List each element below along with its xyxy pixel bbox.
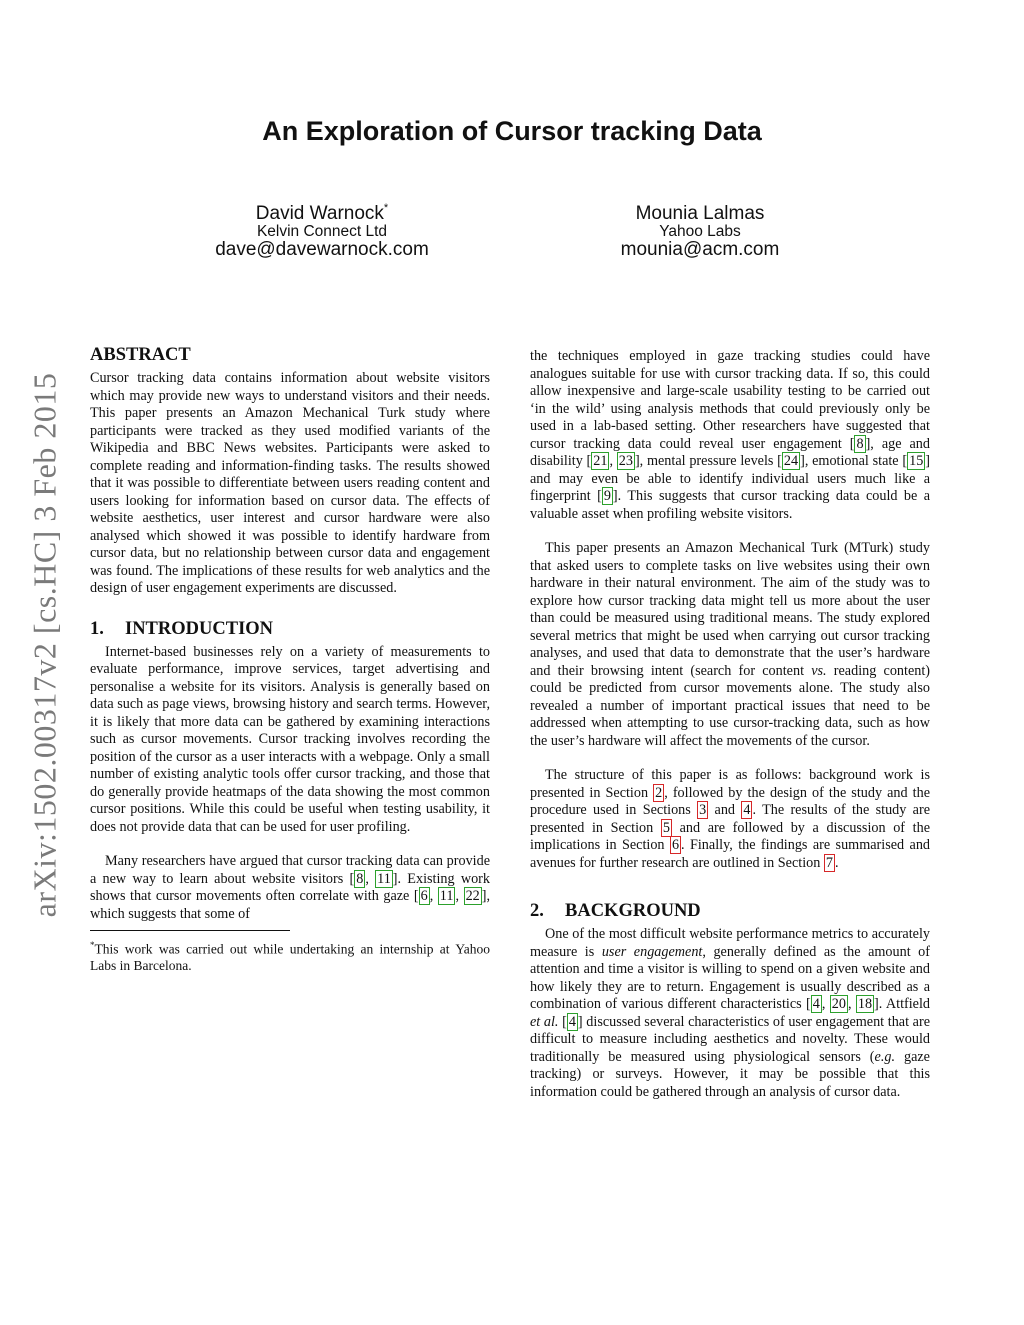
- citation-link[interactable]: 4: [568, 1013, 576, 1030]
- author-name: David Warnock*: [255, 202, 389, 224]
- intro-paragraph-2: Many researchers have argued that cursor tracking data can provide a new way to learn about website visitors [ 8 , 11 ]. Existing work shows that cursor movements often correlate with gaze [ 6 , 11 , 22 ], which suggests that some of: [90, 853, 491, 922]
- footnote: *This work was carried out while undertaking an internship at Yahoo Labs in Barcelona.: [90, 940, 490, 973]
- author-affiliation: Yahoo Labs: [659, 223, 741, 240]
- arxiv-sidebar: [26, 360, 63, 930]
- section-link[interactable]: 6: [671, 837, 680, 853]
- author-email: dave@davewarnock.com: [215, 239, 429, 260]
- paper-title: An Exploration of Cursor tracking Data: [262, 116, 762, 146]
- abstract-text: Cursor tracking data contains information about website visitors which may provide new ways to understand visitors and their needs. This paper presents an Amazon Mechanical Turk study where participants were tracked as they used modified variants of the Wikipedia and BBC News websites. Participants were asked to complete reading and information-finding tasks. The results showed that it was possible to differentiate between users reading content and users looking for information based on cursor data. The effects of website aesthetics, user interest and cursor hardware were also analysed which showed it was possible to identify hardware from cursor data, but no relationship between cursor data and engagement was found. The implications of these results for web analytics and the design of user engagement experiments are discussed.: [90, 370, 490, 596]
- author-block-lalmas: [530, 205, 870, 259]
- intro-paragraph-1: Internet-based businesses rely on a variety of measurements to evaluate performance, improve services, target advertising and personalise a website for its visitors. Analysis is generally based on data such as page views, browsing history and search terms. However, it is likely that more data can be gathered by examining interactions such as cursor movements. Cursor tracking involves recording the position of the cursor as a user interacts with a webpage. Only a small number of existing analytic tools offer cursor tracking, and those that do generally provide heatmaps of the data showing the most common cursor positions. While this could be useful when testing usability, it does not provide data that can be used for user profiling.: [90, 643, 490, 835]
- background-heading: 2. BACKGROUND: [530, 901, 701, 921]
- footnote-divider: [90, 930, 290, 931]
- section-link[interactable]: 2: [655, 784, 663, 801]
- left-column: [90, 344, 490, 974]
- author-name: Mounia Lalmas: [635, 203, 765, 224]
- citation-link[interactable]: 24: [783, 453, 799, 469]
- citation-link[interactable]: 6: [420, 888, 428, 904]
- citation-link[interactable]: 20: [831, 996, 846, 1012]
- intro-heading: 1. INTRODUCTION: [90, 618, 274, 639]
- section-link[interactable]: 3: [699, 802, 707, 818]
- author-affiliation: Kelvin Connect Ltd: [256, 223, 388, 240]
- background-paragraph-1: One of the most difficult website performance metrics to accurately measure is user engagement, generally defined as the amount of attention and time a visitor is willing to spend on a given website and how likely they are to return. Engagement is usually described as a combination of various different characteristics [ 4 , 20 , 18 ]. Attfield et al. [ 4 ] discussed several characteristics of user engagement that are difficult to measure including aesthetics and novelty. These would traditionally be measured using physiological sensors (e.g. gaze tracking) or surveys. However, it may be possible that this information could be gathered through an analysis of cursor data.: [530, 926, 931, 1100]
- citation-link[interactable]: 11: [377, 870, 391, 887]
- citation-link[interactable]: 4: [812, 996, 820, 1012]
- citation-link[interactable]: 23: [618, 453, 633, 469]
- section-link[interactable]: 5: [662, 819, 670, 836]
- citation-link[interactable]: 18: [857, 996, 873, 1012]
- citation-link[interactable]: 21: [593, 453, 608, 469]
- right-column: [530, 348, 930, 1101]
- citation-link[interactable]: 9: [603, 488, 611, 504]
- author-email: mounia@acm.com: [620, 239, 780, 260]
- intro-paragraph-4: This paper presents an Amazon Mechanical Turk (MTurk) study that asked users to complete tasks on live websites using their own hardware in their natural environment. The aim of the study was to explore how cursor tracking data might tell us more about the user than could be measured using traditional means. The study explored several metrics that might be used when carrying out cursor tracking analyses, and used that data to demonstrate that the user’s hardware and their browsing intent (search for content vs. reading content) could be predicted from cursor movements alone. The study also revealed a number of important practical issues that need to be addressed when attempting to use cursor-tracking data, such as how the user’s hardware will affect the movements of the cursor.: [530, 540, 931, 749]
- citation-link[interactable]: 22: [465, 888, 480, 904]
- author-block-warnock: [152, 202, 492, 260]
- abstract-heading: ABSTRACT: [90, 345, 191, 365]
- section-link[interactable]: 7: [825, 854, 833, 871]
- footnote-mark: *: [383, 202, 389, 214]
- intro-paragraph-3: the techniques employed in gaze tracking studies could have analogues suitable for use with cursor tracking data. If so, this could allow inexpensive and large-scale usability testing to be carried out ‘in the wild’ using analysis methods that could previously only be used in a lab-based setting. Other researchers have suggested that cursor tracking data could reveal user engagement [ 8 ], age and disability [ 21 , 23 ], mental pressure levels [ 24 ], emotional state [ 15 ] and may even be able to identify individual users much like a fingerprint [ 9 ]. This suggests that cursor tracking data could be a valuable asset when profiling website visitors.: [530, 348, 931, 522]
- citation-link[interactable]: 8: [356, 870, 364, 887]
- arxiv-identifier: arXiv:1502.00317v2 [cs.HC] 3 Feb 2015: [26, 372, 63, 918]
- citation-link[interactable]: 15: [909, 453, 924, 469]
- intro-paragraph-5: The structure of this paper is as follows: background work is presented in Section 2 , followed by the design of the study and the procedure used in Sections 3 and 4 . The results of the study are presented in Section 5 and are followed by a discussion of the implications in Section 6 . Finally, the findings are summarised and avenues for further research are outlined in Section 7 .: [530, 767, 931, 871]
- citation-link[interactable]: 11: [439, 888, 454, 904]
- citation-link[interactable]: 8: [856, 435, 864, 452]
- section-link[interactable]: 4: [743, 802, 751, 818]
